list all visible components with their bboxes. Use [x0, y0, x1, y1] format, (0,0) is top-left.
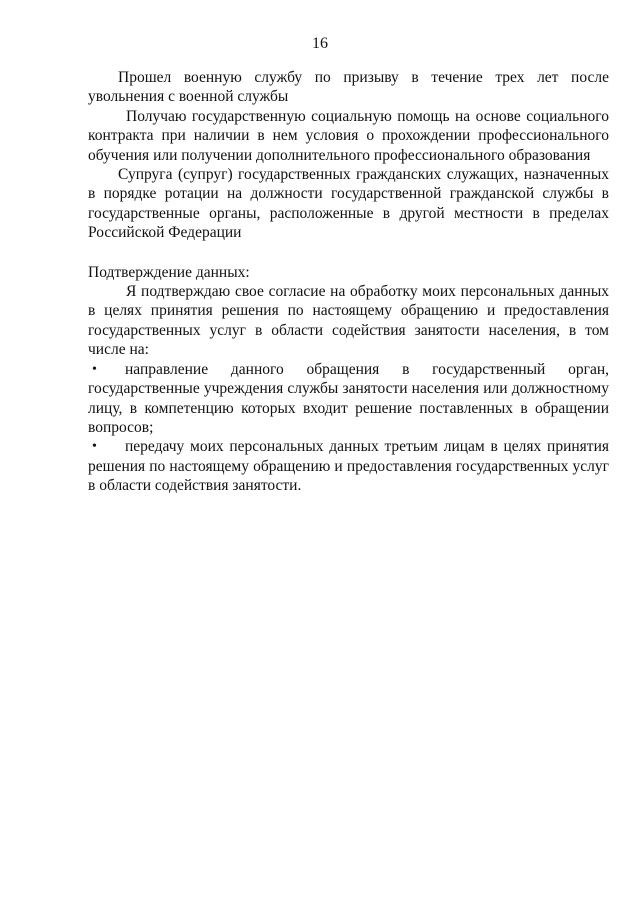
bullet-item-send-request	[88, 360, 609, 438]
bullet-icon: •	[92, 361, 97, 377]
consent-paragraph: Я подтверждаю свое согласие на обработку моих персональных данных в целях принятия решения по настоящему обращению и предоставления государственных услуг в области содействия занятости населения, в том числе на:	[88, 283, 609, 359]
bullet-icon: •	[92, 439, 97, 455]
document-body	[88, 68, 609, 496]
page-number: 16	[312, 35, 328, 52]
confirmation-heading: Подтверждение данных:	[88, 263, 250, 281]
bullet-text: передачу моих персональных данных третьим лицам в целях принятия решения по настоящему обращению и предоставления государственных услуг в области содействия занятости.	[88, 438, 609, 495]
paragraph-spouse-rotation: Супруга (супруг) государственных гражданских служащих, назначенных в порядке ротации на должности государственной гражданской службы в государственные органы, расположенные в другой местности в пределах Российской Федерации	[88, 166, 609, 242]
bullet-item-transfer-data	[88, 437, 609, 495]
paragraph-social-contract: Получаю государственную социальную помощь на основе социального контракта при наличии в нем условия о прохождении профессионального обучения или получении дополнительного профессионального образования	[88, 107, 609, 164]
paragraph-military-service: Прошел военную службу по призыву в течение трех лет после увольнения с военной службы	[88, 69, 609, 106]
bullet-text: направление данного обращения в государственный орган, государственные учреждения службы занятости населения или должностному лицу, в компетенцию которых входит решение поставленных в обращении вопросов;	[88, 360, 609, 436]
